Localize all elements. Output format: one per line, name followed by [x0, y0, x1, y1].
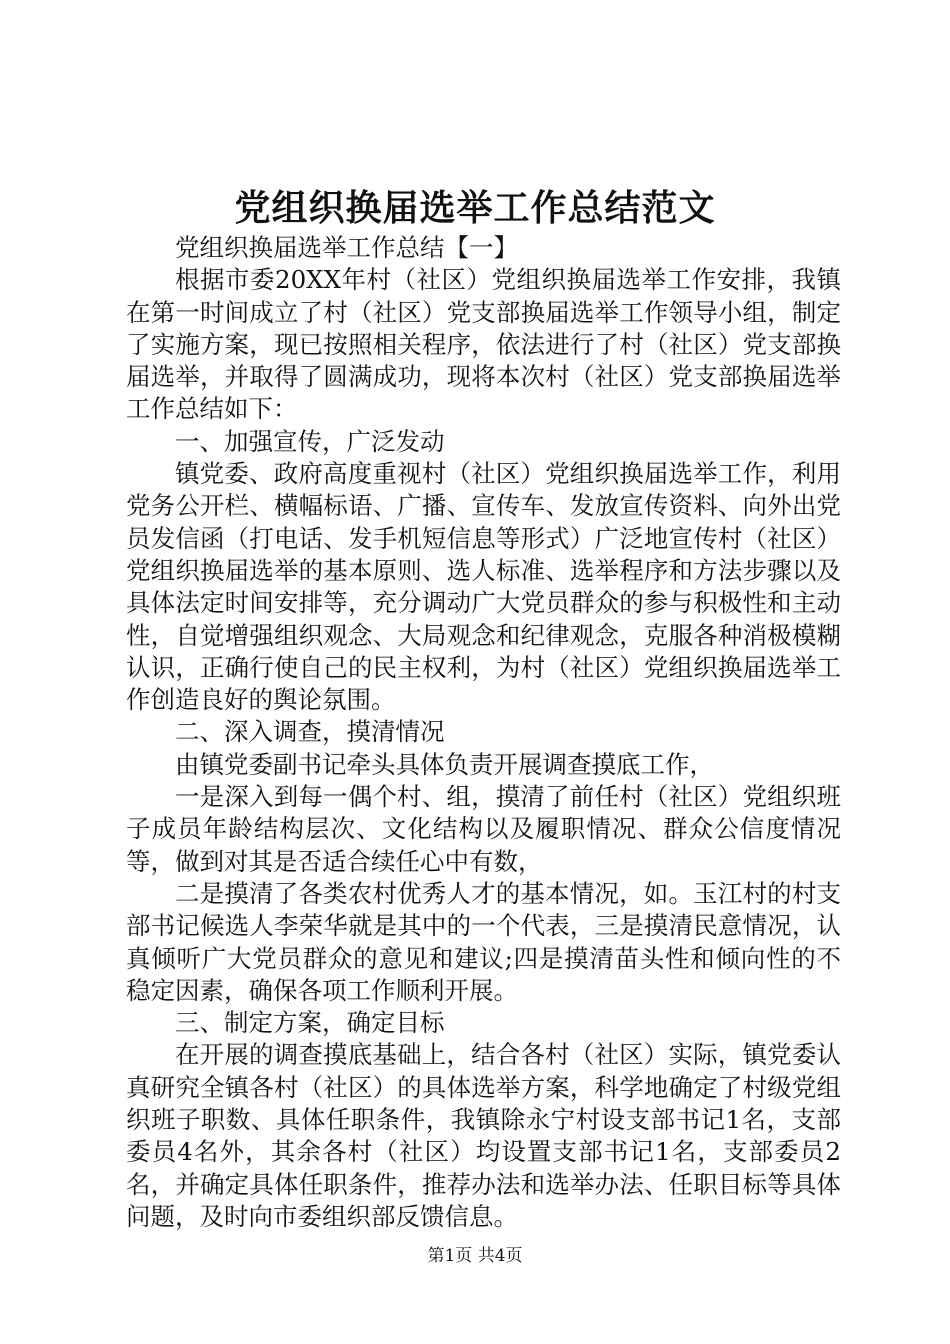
paragraph-publicity: 镇党委、政府高度重视村（社区）党组织换届选举工作，利用党务公开栏、横幅标语、广播、宣传车、发放宣传资料、向外出党员发信函（打电话、发手机短信息等形式）广泛地宣传村（社区）党组织换届选举的基本原则、选人标准、选举程序和方法步骤以及具体法定时间安排等，充分调动广大党员群众的参与积极性和主动性，自觉增强组织观念、大局观念和纪律观念，克服各种消极模糊认识，正确行使自己的民主权利，为村（社区）党组织换届选举工作创造良好的舆论氛围。 — [126, 459, 841, 715]
section-heading-1: 一、加强宣传，广泛发动 — [175, 426, 445, 456]
document-title: 党组织换届选举工作总结范文 — [234, 187, 716, 229]
document-body — [126, 232, 841, 1233]
paragraph-survey-first: 一是深入到每一偶个村、组，摸清了前任村（社区）党组织班子成员年龄结构层次、文化结构以及履职情况、群众公信度情况等，做到对其是否适合续任心中有数， — [126, 782, 841, 876]
section-heading-3: 三、制定方案，确定目标 — [175, 1008, 445, 1038]
paragraph-survey-second: 二是摸清了各类农村优秀人才的基本情况，如。玉江村的村支部书记候选人李荣华就是其中的一个代表，三是摸清民意情况，认真倾听广大党员群众的意见和建议;四是摸清苗头性和倾向性的不稳定因素，确保各项工作顺利开展。 — [126, 878, 841, 1005]
section-heading-2: 二、深入调查，摸清情况 — [175, 717, 445, 747]
document-subtitle: 党组织换届选举工作总结【一】 — [175, 233, 518, 262]
page-footer: 第1页 共4页 — [427, 1246, 523, 1266]
paragraph-survey-lead: 由镇党委副书记牵头具体负责开展调查摸底工作， — [175, 749, 714, 779]
paragraph-intro: 根据市委20XX年村（社区）党组织换届选举工作安排，我镇在第一时间成立了村（社区）党支部换届选举工作领导小组，制定了实施方案，现已按照相关程序，依法进行了村（社区）党支部换届选举，并取得了圆满成功，现将本次村（社区）党支部换届选举工作总结如下： — [126, 265, 841, 424]
paragraph-plan: 在开展的调查摸底基础上，结合各村（社区）实际，镇党委认真研究全镇各村（社区）的具体选举方案，科学地确定了村级党组织班子职数、具体任职条件，我镇除永宁村设支部书记1名，支部委员4名外，其余各村（社区）均设置支部书记1名，支部委员2名，并确定具体任职条件，推荐办法和选举办法、任职目标等具体问题，及时向市委组织部反馈信息。 — [126, 1040, 841, 1231]
